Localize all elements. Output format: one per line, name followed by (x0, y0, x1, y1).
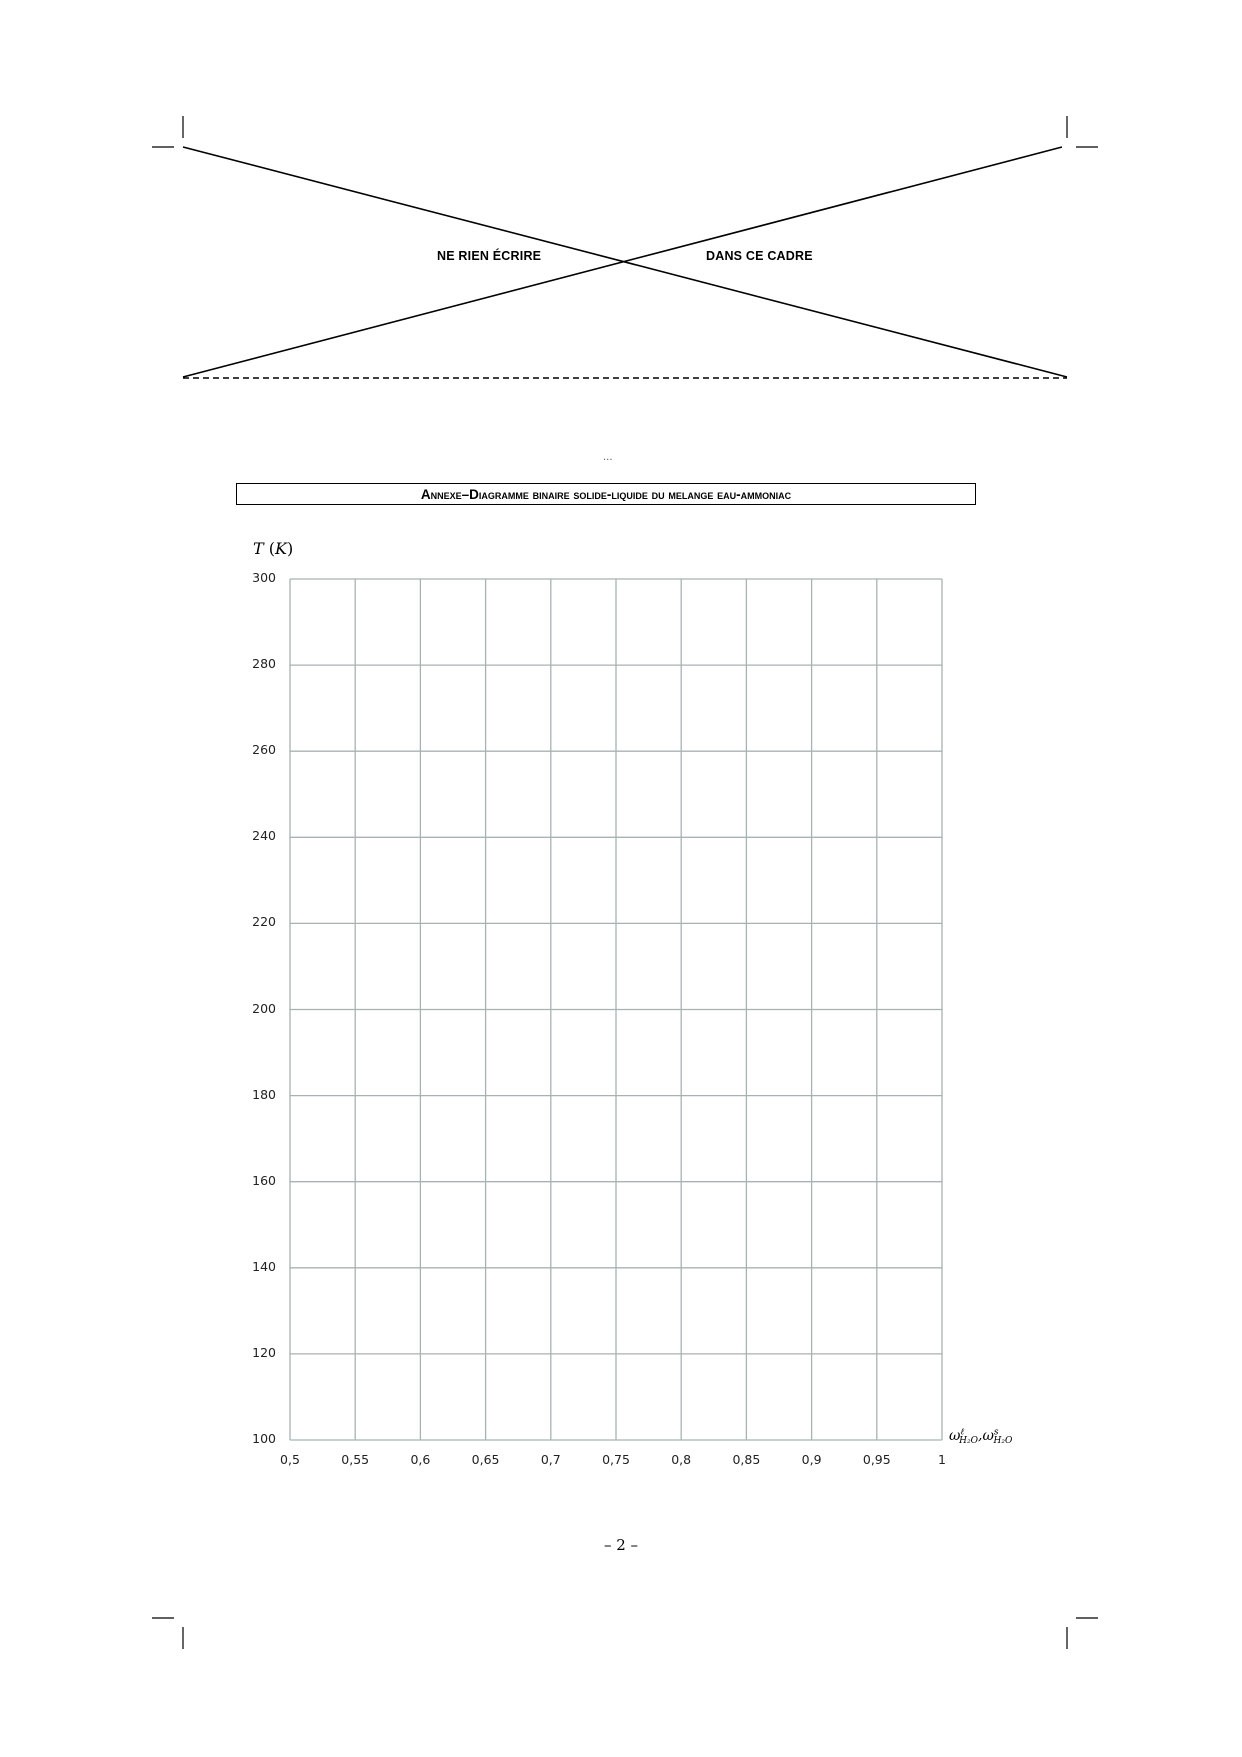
x-tick-label: 0,7 (540, 1452, 561, 1467)
x-label-omega-liquid: $\omega^\ell_{H_2O}$ (949, 1427, 979, 1447)
annex-prefix: Annexe (420, 486, 462, 502)
y-tick-label: 280 (252, 656, 276, 672)
x-tick-label: 0,6 (410, 1452, 431, 1467)
page-number: – 2 – (603, 1536, 639, 1554)
x-tick-label: 0,65 (471, 1452, 500, 1467)
annex-title: Diagramme binaire solide-liquide du melange eau-ammoniac (469, 486, 792, 502)
x-axis-label (949, 1426, 1012, 1446)
x-tick-label: 0,8 (671, 1452, 692, 1467)
x-tick-label: 0,55 (341, 1452, 370, 1467)
y-tick-label: 120 (252, 1344, 276, 1360)
no-write-text-right: DANS CE CADRE (706, 249, 813, 263)
y-axis-label: T (K) (253, 539, 294, 558)
x-tick-label: 0,95 (862, 1452, 891, 1467)
x-tick-label: 0,9 (801, 1452, 822, 1467)
y-axis-label-unit-letter: K (275, 539, 287, 558)
y-tick-label: 140 (252, 1258, 276, 1274)
y-tick-label: 100 (252, 1431, 276, 1446)
y-tick-label: 180 (252, 1086, 276, 1102)
y-tick-label: 240 (252, 828, 276, 844)
x-tick-label: 0,75 (602, 1452, 630, 1467)
x-label-separator: , (978, 1427, 983, 1444)
x-tick-label: 0,85 (732, 1452, 761, 1467)
annex-dash: – (461, 486, 470, 502)
y-tick-label: 220 (252, 914, 276, 930)
y-tick-label: 260 (252, 742, 276, 758)
separator-dots: ... (603, 452, 613, 463)
x-tick-label: 0,5 (280, 1452, 300, 1467)
x-tick-label: 1 (938, 1452, 946, 1467)
y-tick-label: 200 (252, 1000, 276, 1016)
y-tick-label: 160 (252, 1172, 276, 1188)
no-write-text-left: NE RIEN ÉCRIRE (437, 249, 542, 263)
y-axis-label-var: T (253, 539, 264, 558)
x-label-omega-solid: $\omega^s_{H_2O}$ (982, 1427, 1013, 1447)
y-tick-label: 300 (252, 570, 276, 585)
